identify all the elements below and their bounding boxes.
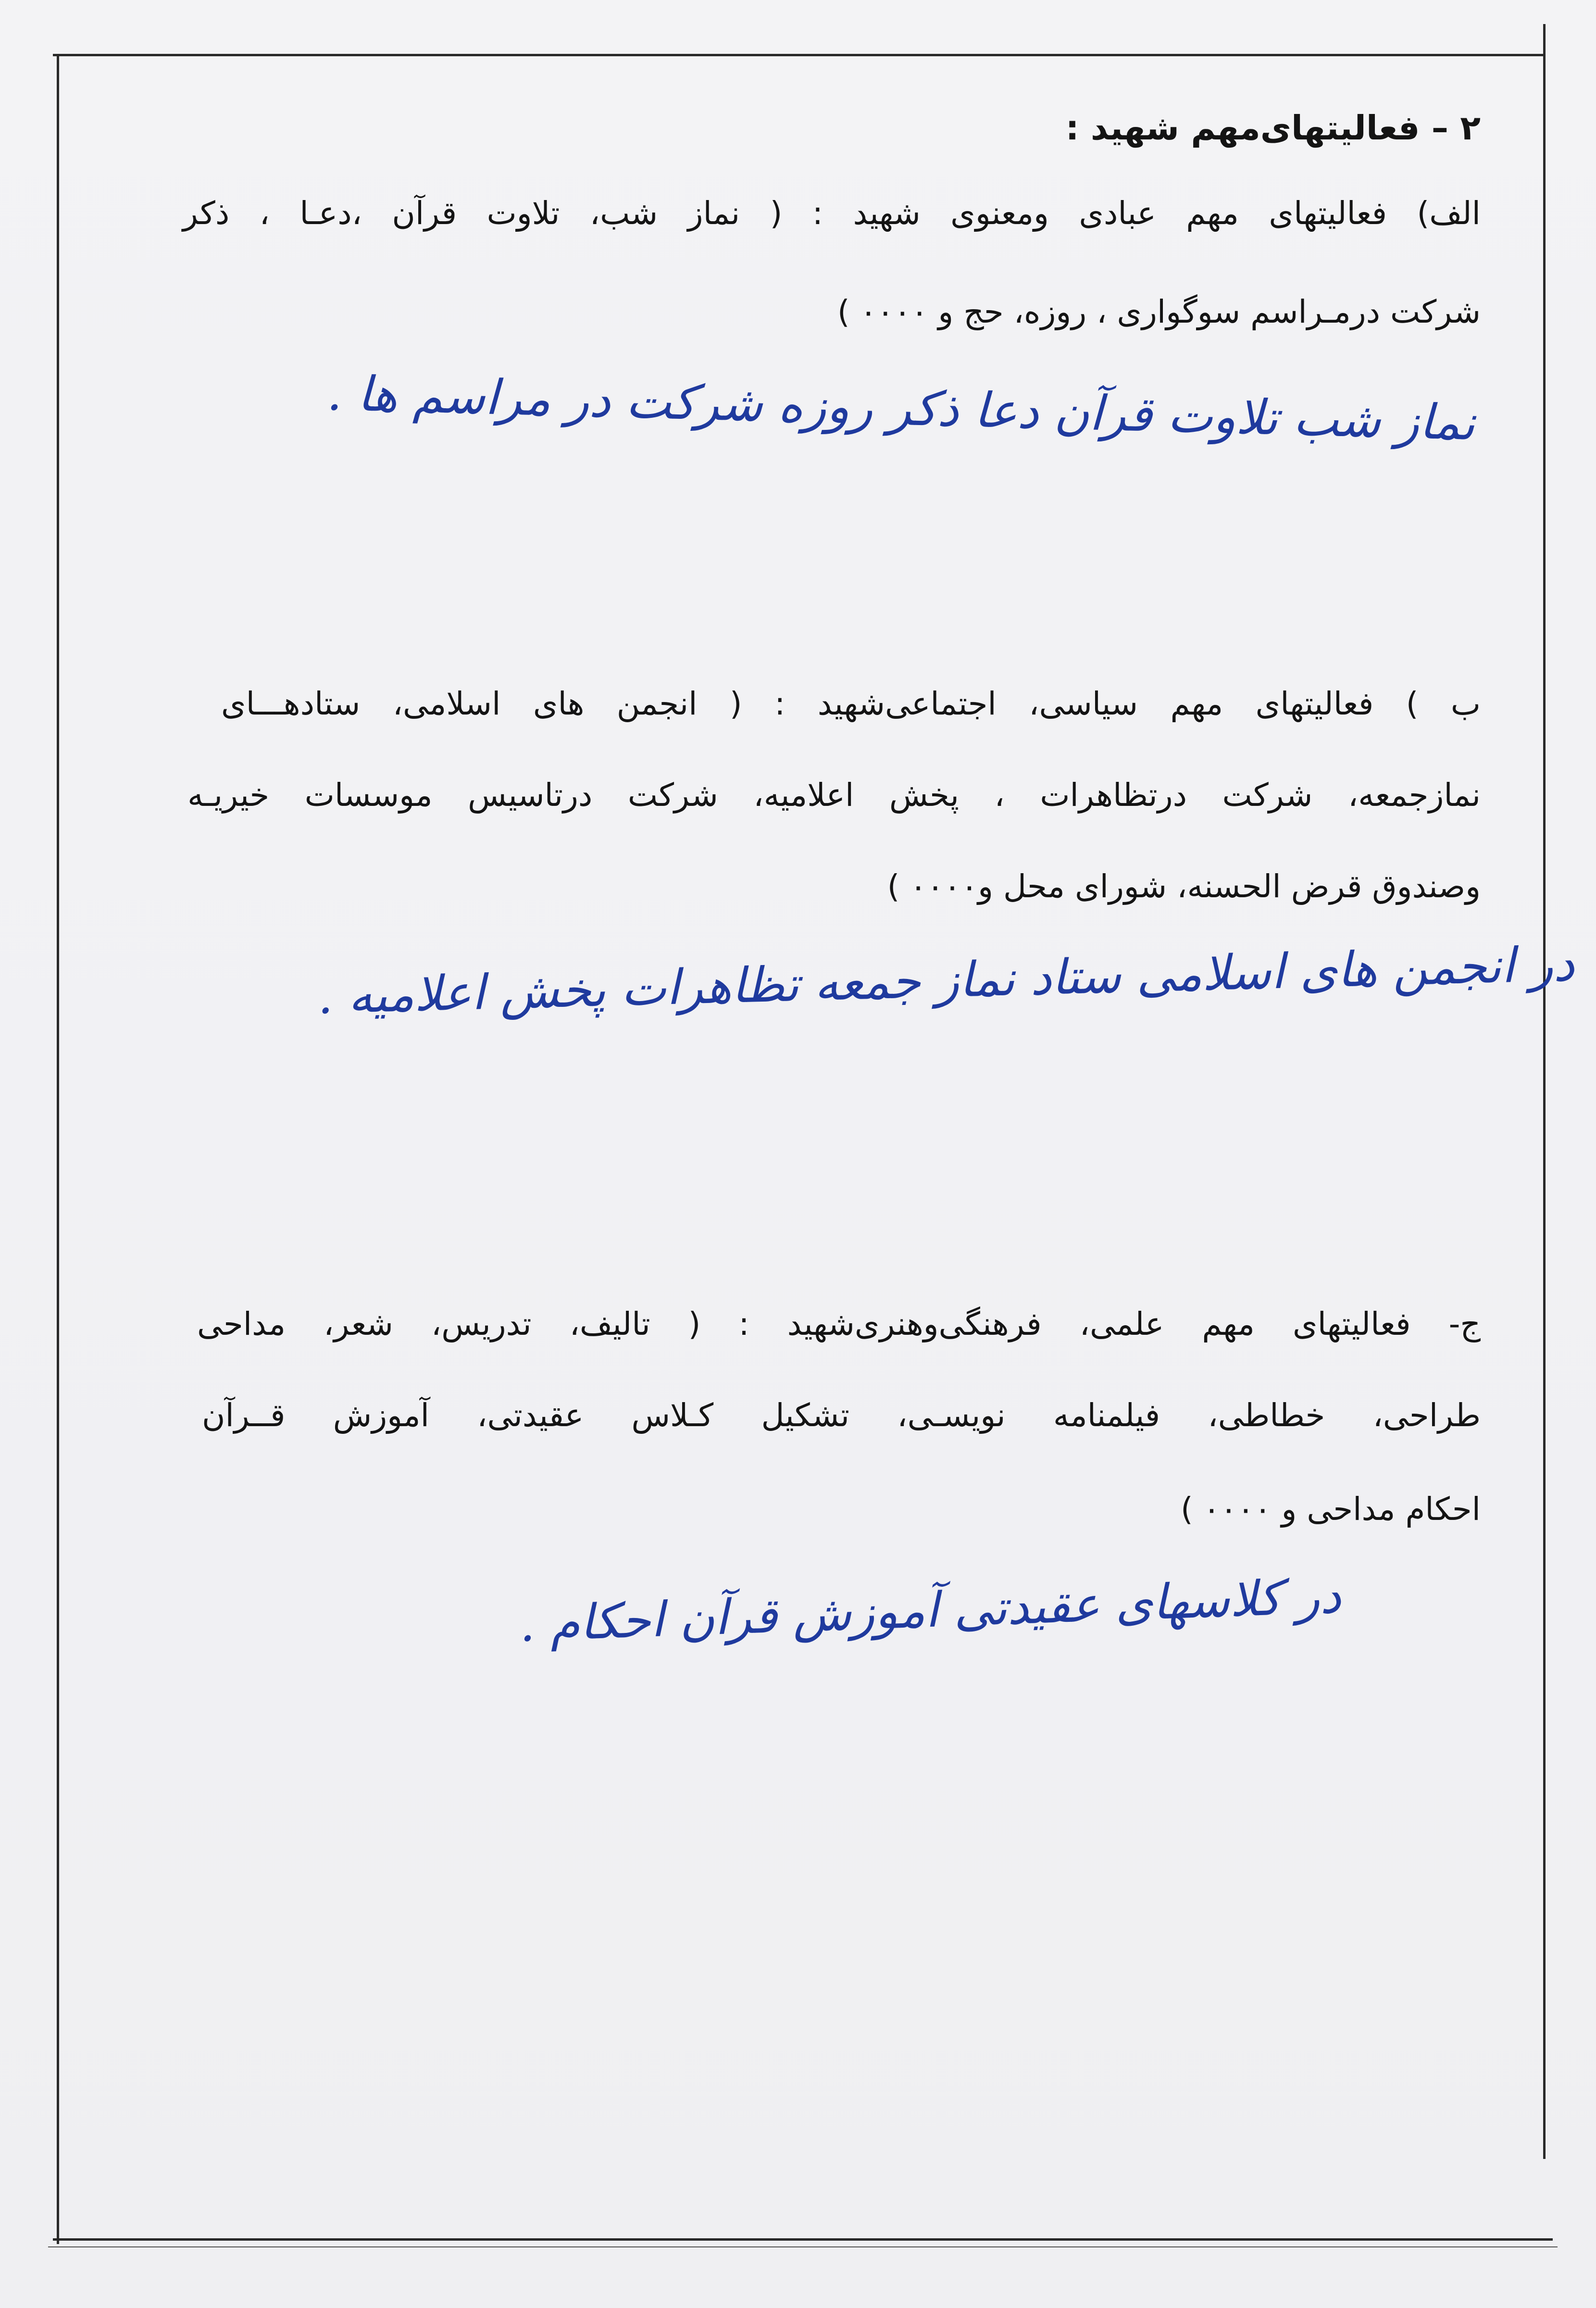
frame-right-line xyxy=(1543,24,1546,2159)
section-b-line-1: ب ) فعالیتهای مهم سیاسی، اجتماعی‌شهید : ( انجمن های اسلامی، ستادهـــای xyxy=(221,685,1481,722)
section-a-line-1: الف) فعالیتهای مهم عبادی ومعنوی شهید : ( نماز شب، تلاوت قرآن ،دعـا ، ذکر xyxy=(183,195,1481,232)
section-heading: ۲ – فعالیتهای‌مهم شهید : xyxy=(1065,108,1481,148)
section-b-line-3: وصندوق قرض الحسنه، شورای محل و۰۰۰۰ ) xyxy=(887,868,1481,905)
frame-left-line xyxy=(57,54,59,2244)
section-c-handwritten-answer: در کلاسهای عقیدتی آموزش قرآن احکام . xyxy=(518,1568,1342,1653)
section-c-line-1: ج- فعالیتهای مهم علمی، فرهنگی‌وهنری‌شهید : ( تالیف، تدریس، شعر، مداحی xyxy=(197,1305,1481,1342)
section-c-line-2: طراحی، خطاطی، فیلمنامه نویسـی، تشکیل کـلاس عقیدتی، آموزش قــرآن xyxy=(202,1397,1481,1434)
frame-top-line xyxy=(53,54,1546,56)
frame-bottom-line-secondary xyxy=(48,2246,1558,2247)
section-b-line-2: نمازجمعه، شرکت درتظاهرات ، پخش اعلامیه، شرکت درتاسیس موسسات خیریـه xyxy=(187,777,1481,814)
section-a-handwritten-answer: نماز شب تلاوت قرآن دعا ذکر روزه شرکت در مراسم ها . xyxy=(326,364,1476,452)
frame-bottom-line xyxy=(53,2238,1553,2241)
section-c-line-3: احکام مداحی و ۰۰۰۰ ) xyxy=(1180,1491,1481,1528)
section-a-line-2: شرکت درمـراسم سوگواری ، روزه، حج و ۰۰۰۰ ) xyxy=(837,293,1481,330)
section-b-handwritten-answer: در انجمن های اسلامی ستاد نماز جمعه تظاهرات پخش اعلامیه . xyxy=(316,935,1575,1025)
